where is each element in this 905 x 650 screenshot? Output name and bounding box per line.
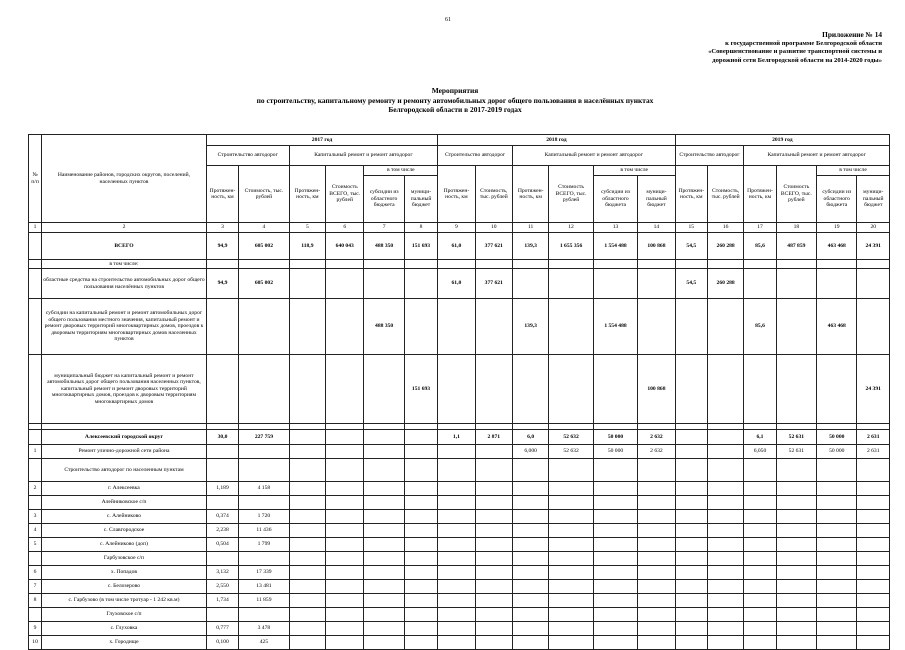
district-c13: 50 000 <box>593 430 637 445</box>
header-name: Наименование районов, городских округов, поселений, населенных пунктов <box>42 135 207 223</box>
repair-c13: 50 000 <box>593 445 637 459</box>
district-c10: 2 871 <box>475 430 512 445</box>
col-number: 18 <box>776 223 816 233</box>
item-name: Алейниковское с/п <box>42 496 207 510</box>
header-repair-2018: Капитальный ремонт и ремонт автодорог <box>512 146 675 166</box>
item-length <box>206 496 238 510</box>
repair-label: Ремонт улично-дорожной сети района <box>42 445 207 459</box>
col-number: 17 <box>744 223 776 233</box>
header-municipal-budget: муници-пальный бюджет <box>638 176 675 223</box>
header-regional-subsidy: субсидии из областного бюджета <box>817 176 857 223</box>
table-row-municipal <box>29 355 890 424</box>
item-cost <box>239 496 290 510</box>
table-row <box>29 538 890 552</box>
table-row-repair <box>29 445 890 459</box>
header-cost: Стоимость, тыс. рублей <box>707 166 743 223</box>
header-cost: Стоимость, тыс. рублей <box>239 166 290 223</box>
total-c6: 640 043 <box>326 233 364 260</box>
header-year-2017: 2017 год <box>206 135 437 146</box>
table-row <box>29 496 890 510</box>
roads-table <box>28 134 890 650</box>
total-c9: 61,0 <box>438 233 475 260</box>
total-c20: 24 391 <box>857 233 890 260</box>
col-number: 4 <box>239 223 290 233</box>
table-row-district <box>29 430 890 445</box>
item-name: х. Городище <box>42 636 207 650</box>
item-num: 6 <box>29 566 42 580</box>
total-c5: 118,9 <box>289 233 325 260</box>
district-c3: 30,0 <box>206 430 238 445</box>
table-row <box>29 552 890 566</box>
table-row <box>29 608 890 622</box>
col-number: 20 <box>857 223 890 233</box>
table-row <box>29 510 890 524</box>
item-num <box>29 552 42 566</box>
header-municipal-budget: муници-пальный бюджет <box>404 176 437 223</box>
header-length: Протяжен-ность, км <box>512 166 548 223</box>
item-cost: 425 <box>239 636 290 650</box>
col-number: 15 <box>675 223 707 233</box>
item-cost: 11 859 <box>239 594 290 608</box>
table-row-construction-heading <box>29 459 890 482</box>
table-row <box>29 566 890 580</box>
header-num: № п/п <box>29 135 42 223</box>
title-line-2: по строительству, капитальному ремонту и ремонту автомобильных дорог общего пользования в населённых пунктах <box>256 95 654 105</box>
col-number: 19 <box>817 223 857 233</box>
repair-c12: 52 632 <box>549 445 593 459</box>
col-number: 2 <box>42 223 207 233</box>
total-c15: 54,5 <box>675 233 707 260</box>
col-number: 14 <box>638 223 675 233</box>
title-line-3: Белгородской области в 2017-2019 годах <box>388 105 522 114</box>
header-including: в том числе <box>593 166 675 176</box>
item-num: 3 <box>29 510 42 524</box>
municipal-label: муниципальный бюджет на капитальный ремонт и ремонт автомобильных дорог общего пользования населенных пунктов, капитальный ремонт и ремонт дворовых территорий многоквартирных домов, проездов к дворовым территориям многоквартирных домов <box>42 355 207 424</box>
item-length <box>206 608 238 622</box>
header-regional-subsidy: субсидии из областного бюджета <box>364 176 404 223</box>
appendix-line-1: Приложение № 14 <box>822 30 882 39</box>
item-num <box>29 496 42 510</box>
table-row-subsidy <box>29 299 890 355</box>
table-row <box>29 594 890 608</box>
regional-c3: 94,9 <box>206 269 238 299</box>
item-length: 0,777 <box>206 622 238 636</box>
regional-c16: 260 288 <box>707 269 743 299</box>
table-row-including <box>29 260 890 269</box>
repair-c19: 50 000 <box>817 445 857 459</box>
header-total-cost: Стоимость ВСЕГО, тыс. рублей <box>326 166 364 223</box>
item-cost: 1 799 <box>239 538 290 552</box>
header-length: Протяжен-ность, км <box>206 166 238 223</box>
item-cost: 17 339 <box>239 566 290 580</box>
total-c11: 139,3 <box>512 233 548 260</box>
regional-c15: 54,5 <box>675 269 707 299</box>
col-number: 3 <box>206 223 238 233</box>
header-length: Протяжен-ность, км <box>438 166 475 223</box>
item-cost: 13 481 <box>239 580 290 594</box>
item-name: с. Славгородское <box>42 524 207 538</box>
header-length: Протяжен-ность, км <box>675 166 707 223</box>
table-row <box>29 636 890 650</box>
regional-c9: 61,0 <box>438 269 475 299</box>
header-repair-2017: Капитальный ремонт и ремонт автодорог <box>289 146 438 166</box>
item-num: 4 <box>29 524 42 538</box>
item-length: 2,238 <box>206 524 238 538</box>
total-c4: 605 002 <box>239 233 290 260</box>
item-length: 0,100 <box>206 636 238 650</box>
item-length: 2,550 <box>206 580 238 594</box>
district-label: Алексеевский городской округ <box>42 430 207 445</box>
repair-c17: 6,050 <box>744 445 776 459</box>
district-c19: 50 000 <box>817 430 857 445</box>
repair-c11: 6,000 <box>512 445 548 459</box>
header-cost: Стоимость, тыс. рублей <box>475 166 512 223</box>
subsidy-c17: 85,6 <box>744 299 776 355</box>
item-name: Глуховское с/п <box>42 608 207 622</box>
total-c7: 488 350 <box>364 233 404 260</box>
header-total-cost: Стоимость ВСЕГО, тыс. рублей <box>776 166 816 223</box>
table-row-total <box>29 233 890 260</box>
col-number: 13 <box>593 223 637 233</box>
district-c14: 2 632 <box>638 430 675 445</box>
item-name: с. Белозерово <box>42 580 207 594</box>
item-cost <box>239 552 290 566</box>
total-c10: 377 621 <box>475 233 512 260</box>
municipal-c20: 24 391 <box>857 355 890 424</box>
total-c17: 85,6 <box>744 233 776 260</box>
item-name: Гарбузовское с/п <box>42 552 207 566</box>
item-name: х. Попадов <box>42 566 207 580</box>
total-c18: 487 859 <box>776 233 816 260</box>
total-label: ВСЕГО <box>42 233 207 260</box>
total-c3: 94,9 <box>206 233 238 260</box>
header-construction-2017: Строительство автодорог <box>206 146 289 166</box>
regional-c10: 377 621 <box>475 269 512 299</box>
item-length: 0,374 <box>206 510 238 524</box>
header-year-2018: 2018 год <box>438 135 675 146</box>
header-regional-subsidy: субсидии из областного бюджета <box>593 176 637 223</box>
appendix-line-2: к государственной программе Белгородской области <box>725 39 882 47</box>
col-number: 6 <box>326 223 364 233</box>
col-number: 12 <box>549 223 593 233</box>
table-row <box>29 524 890 538</box>
document-title <box>160 86 750 115</box>
col-number: 9 <box>438 223 475 233</box>
header-construction-2018: Строительство автодорог <box>438 146 513 166</box>
subsidy-c11: 139,3 <box>512 299 548 355</box>
repair-c20: 2 631 <box>857 445 890 459</box>
regional-c4: 605 002 <box>239 269 290 299</box>
construction-heading: Строительство автодорог по населенным пунктам <box>42 459 207 482</box>
col-number: 5 <box>289 223 325 233</box>
item-num: 8 <box>29 594 42 608</box>
item-length: 0,504 <box>206 538 238 552</box>
item-name: с. Алейниково <box>42 510 207 524</box>
col-number: 16 <box>707 223 743 233</box>
total-c19: 463 468 <box>817 233 857 260</box>
district-c17: 6,1 <box>744 430 776 445</box>
item-cost: 1 720 <box>239 510 290 524</box>
regional-label: областные средства на строительство автомобильных дорог общего пользования населённых пунктов <box>42 269 207 299</box>
municipal-c14: 100 868 <box>638 355 675 424</box>
page-number: 61 <box>445 17 451 23</box>
appendix-note <box>620 31 882 65</box>
subsidy-label: субсидии на капитальный ремонт и ремонт автомобильных дорог общего пользования местного значения, капитальный ремонт и ремонт дворовых территорий многоквартирных домов, проездов к дворовым территориям многоквартирных домов населенных пунктов <box>42 299 207 355</box>
total-c12: 1 655 356 <box>549 233 593 260</box>
item-cost: 4 158 <box>239 482 290 496</box>
item-length: 1,734 <box>206 594 238 608</box>
table-row <box>29 622 890 636</box>
municipal-c8: 151 693 <box>404 355 437 424</box>
header-municipal-budget: муници-пальный бюджет <box>857 176 890 223</box>
header-total-cost: Стоимость ВСЕГО, тыс. рублей <box>549 166 593 223</box>
district-c11: 6,0 <box>512 430 548 445</box>
header-repair-2019: Капитальный ремонт и ремонт автодорог <box>744 146 890 166</box>
repair-c18: 52 631 <box>776 445 816 459</box>
col-number: 10 <box>475 223 512 233</box>
including-label: в том числе: <box>42 260 207 269</box>
item-length: 3,132 <box>206 566 238 580</box>
header-year-2019: 2019 год <box>675 135 889 146</box>
item-num: 2 <box>29 482 42 496</box>
repair-c14: 2 632 <box>638 445 675 459</box>
item-name: с. Алейниково (доп) <box>42 538 207 552</box>
total-c13: 1 554 488 <box>593 233 637 260</box>
item-num: 10 <box>29 636 42 650</box>
district-c4: 227 759 <box>239 430 290 445</box>
table-row <box>29 482 890 496</box>
item-cost: 3 478 <box>239 622 290 636</box>
header-including: в том числе <box>817 166 890 176</box>
item-name: с. Глуховка <box>42 622 207 636</box>
district-c18: 52 631 <box>776 430 816 445</box>
item-length <box>206 552 238 566</box>
header-length: Протяжен-ность, км <box>289 166 325 223</box>
appendix-line-3: «Совершенствование и развитие транспортной системы и <box>708 48 882 56</box>
item-num: 7 <box>29 580 42 594</box>
total-c8: 151 693 <box>404 233 437 260</box>
item-cost: 11 436 <box>239 524 290 538</box>
total-c14: 100 868 <box>638 233 675 260</box>
header-length: Протяжен-ность, км <box>744 166 776 223</box>
title-line-1: Мероприятия <box>431 86 479 95</box>
subsidy-c19: 463 468 <box>817 299 857 355</box>
table-row <box>29 580 890 594</box>
col-number: 8 <box>404 223 437 233</box>
header-construction-2019: Строительство автодорог <box>675 146 744 166</box>
col-number: 1 <box>29 223 42 233</box>
table-row-regional <box>29 269 890 299</box>
col-number: 11 <box>512 223 548 233</box>
item-name: с. Гарбузово (в том числе тротуар - 1 242 кв.м) <box>42 594 207 608</box>
item-name: г. Алексеевка <box>42 482 207 496</box>
repair-num: 1 <box>29 445 42 459</box>
item-num: 9 <box>29 622 42 636</box>
item-num <box>29 608 42 622</box>
item-num: 5 <box>29 538 42 552</box>
district-c9: 1,1 <box>438 430 475 445</box>
header-including: в том числе <box>364 166 438 176</box>
district-c20: 2 631 <box>857 430 890 445</box>
col-number: 7 <box>364 223 404 233</box>
item-cost <box>239 608 290 622</box>
subsidy-c13: 1 554 488 <box>593 299 637 355</box>
subsidy-c7: 488 350 <box>364 299 404 355</box>
total-c16: 260 288 <box>707 233 743 260</box>
appendix-line-4: дорожной сети Белгородской области на 2014-2020 годы» <box>712 56 882 64</box>
item-length: 1,189 <box>206 482 238 496</box>
district-c12: 52 632 <box>549 430 593 445</box>
